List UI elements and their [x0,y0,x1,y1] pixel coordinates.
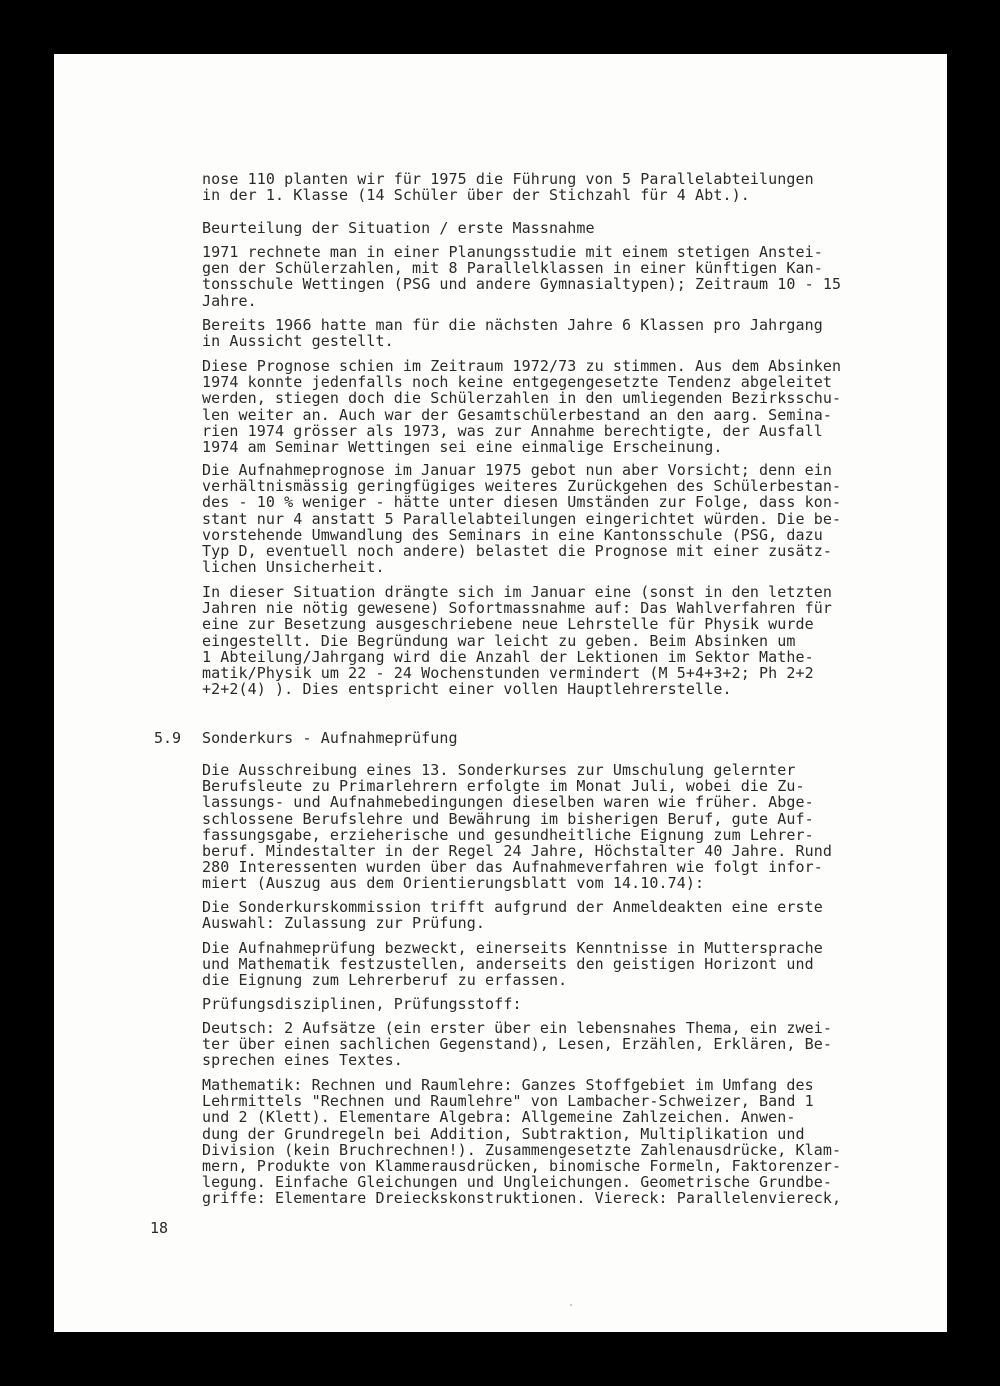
subheading-situation: Beurteilung der Situation / erste Massnahme [202,219,595,237]
paragraph-sonderkurskommission: Die Sonderkurskommission trifft aufgrund der Anmeldeakten eine erste Auswahl: Zulassung zur Prüfung. [202,898,823,933]
scan-speck [570,1304,572,1306]
paragraph-ausschreibung: Die Ausschreibung eines 13. Sonderkurses zur Umschulung gelernter Berufsleute zu Primarlehrern erfolgte im Monat Juli, wobei die Zu- lassungs- und Aufnahmebedingungen dieselben waren wie früher. Abge- schlossene Berufslehre und Bewährung im bisherigen Beruf, gute Auf- fassungsgabe, erzieherische und gesundheitliche Eignung zum Lehrer- beruf. Mindestalter in der Regel 24 Jahre, Höchstalter 40 Jahre. Rund 280 Interessenten wurden über das Aufnahmeverfahren wie folgt infor- miert (Auszug aus dem Orientierungsblatt vom 14.10.74): [202,761,833,893]
paragraph-aufnahmeprognose: Die Aufnahmeprognose im Januar 1975 gebot nun aber Vorsicht; denn ein verhältnismässig geringfügiges weiteres Zurückgehen des Schülerbestan- des - 10 % weniger - hätte unter diesen Umständen zur Folge, dass kon- stant nur 4 anstatt 5 Parallelabteilungen eingerichtet würden. Die be- vorstehende Umwandlung des Seminars in eine Kantonsschule (PSG, dazu Typ D, eventuell noch andere) belastet die Prognose mit einer zusätz- lichen Unsicherheit. [202,461,842,577]
document-page [54,54,947,1332]
paragraph-aufnahmepruefung: Die Aufnahmeprüfung bezweckt, einerseits Kenntnisse in Muttersprache und Mathematik festzustellen, anderseits den geistigen Horizont und die Eignung zum Lehrerberuf zu erfassen. [202,939,823,990]
section-number: 5.9 [154,729,182,747]
page-number: 18 [150,1219,169,1237]
section-title: Sonderkurs - Aufnahmeprüfung [202,729,458,747]
paragraph-1966: Bereits 1966 hatte man für die nächsten Jahre 6 Klassen pro Jahrgang in Aussicht gestellt. [202,316,823,351]
paragraph-planungsstudie: 1971 rechnete man in einer Planungsstudie mit einem stetigen Anstei- gen der Schülerzahlen, mit 8 Parallelklassen in einer künftigen Kan- tonsschule Wettingen (PSG und andere Gymnasialtypen); Zeitraum 10 - 15 Jahre. [202,243,842,310]
paragraph-pruefungsdisziplinen: Prüfungsdisziplinen, Prüfungsstoff: [202,995,522,1013]
paragraph-deutsch: Deutsch: 2 Aufsätze (ein erster über ein lebensnahes Thema, ein zwei- ter über einen sachlichen Gegenstand), Lesen, Erzählen, Erklären, Be- sprechen eines Textes. [202,1019,833,1070]
paragraph-mathematik: Mathematik: Rechnen und Raumlehre: Ganzes Stoffgebiet im Umfang des Lehrmittels "Rechnen und Raumlehre" von Lambacher-Schweizer, Band 1 und 2 (Klett). Elementare Algebra: Allgemeine Zahlzeichen. Anwen- dung der Grundregeln bei Addition, Subtraktion, Multiplikation und Division (kein Bruchrechnen!). Zusammengesetzte Zahlenausdrücke, Klam- mern, Produkte von Klammerausdrücken, binomische Formeln, Faktorenzer- legung. Einfache Gleichungen und Ungleichungen. Geometrische Grundbe- griffe: Elementare Dreieckskonstruktionen. Viereck: Parallelenviereck, [202,1076,842,1208]
paragraph-sofortmassnahme: In dieser Situation drängte sich im Januar eine (sonst in den letzten Jahren nie nötig gewesene) Sofortmassnahme auf: Das Wahlverfahren für eine zur Besetzung ausgeschriebene neue Lehrstelle für Physik wurde eingestellt. Die Begründung war leicht zu geben. Beim Absinken um 1 Abteilung/Jahrgang wird die Anzahl der Lektionen im Sektor Mathe- matik/Physik um 22 - 24 Wochenstunden vermindert (M 5+4+3+2; Ph 2+2 +2+2(4) ). Dies entspricht einer vollen Hauptlehrerstelle. [202,583,833,699]
paragraph-prognose: Diese Prognose schien im Zeitraum 1972/73 zu stimmen. Aus dem Absinken 1974 konnte jedenfalls noch keine entgegengesetzte Tendenz abgeleitet werden, stiegen doch die Schülerzahlen in den umliegenden Bezirksschu- len weiter an. Auch war der Gesamtschülerbestand an den aarg. Semina- rien 1974 grösser als 1973, was zur Annahme berechtigte, der Ausfall 1974 am Seminar Wettingen sei eine einmalige Erscheinung. [202,357,842,457]
paragraph-intro: nose 110 planten wir für 1975 die Führung von 5 Parallelabteilungen in der 1. Klasse (14 Schüler über der Stichzahl für 4 Abt.). [202,170,814,205]
